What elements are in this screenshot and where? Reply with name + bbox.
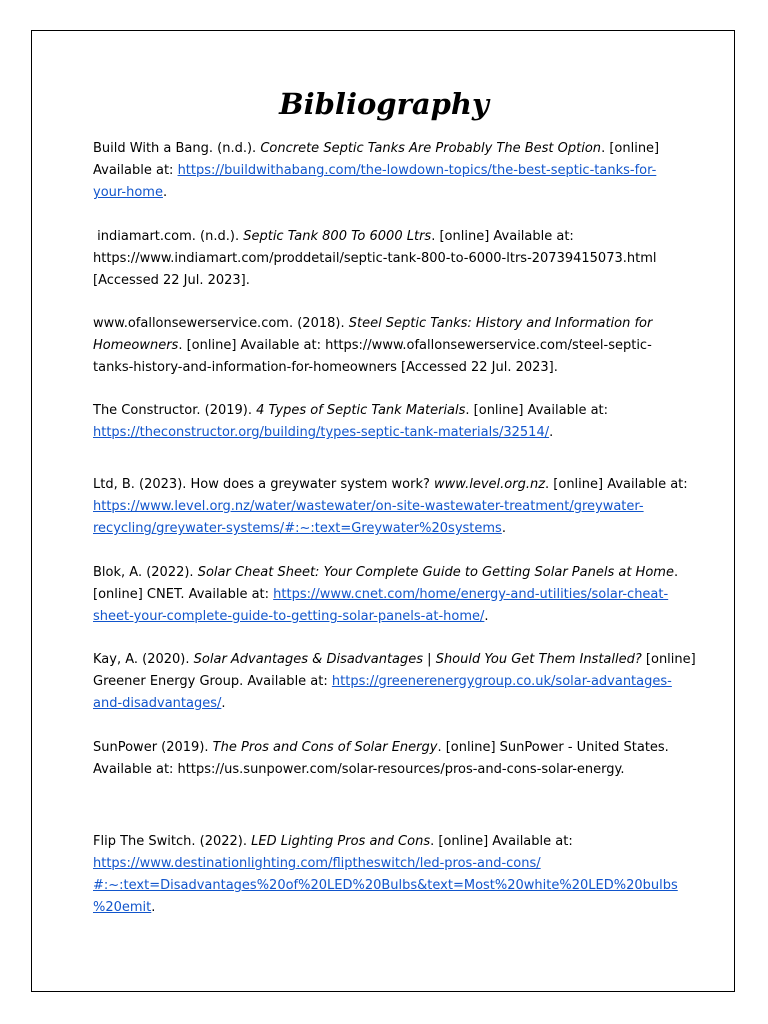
entry-line <box>93 649 696 671</box>
entry-title: Concrete Septic Tanks Are Probably The Best Option <box>260 141 602 156</box>
entry-line <box>93 400 683 422</box>
entry-link[interactable]: sheet-your-complete-guide-to-getting-solar-panels-at-home/ <box>93 609 485 624</box>
entry-text: . <box>151 900 156 915</box>
entry-text: www.ofallonsewerservice.com. (2018). <box>93 316 349 331</box>
entry-text: SunPower (2019). <box>93 740 213 755</box>
entry-line <box>93 474 688 496</box>
entry-line <box>93 422 683 444</box>
entry-title: 4 Types of Septic Tank Materials <box>256 403 466 418</box>
entry-text: Ltd, B. (2023). How does a greywater system work? <box>93 477 435 492</box>
entry-line <box>93 518 683 540</box>
entry-link[interactable]: https://www.cnet.com/home/energy-and-utilities/solar-cheat- <box>273 587 669 602</box>
entry-line <box>93 897 683 919</box>
bibliography-entry <box>93 474 688 540</box>
entry-text: Available at: <box>93 163 178 178</box>
entry-line <box>93 160 683 182</box>
page-title: Bibliography <box>279 87 489 121</box>
entry-line <box>93 584 683 606</box>
entry-link[interactable]: https://greenerenergygroup.co.uk/solar-advantages- <box>331 674 672 689</box>
entry-text: . [online] SunPower - United States. <box>437 740 669 755</box>
entry-line <box>93 671 683 693</box>
bibliography-entry <box>93 226 683 292</box>
entry-line <box>93 875 683 897</box>
entry-link[interactable]: https://theconstructor.org/building/types-septic-tank-materials/32514/ <box>93 425 550 440</box>
entry-text: [online] <box>641 652 696 667</box>
bibliography-entry <box>93 831 683 919</box>
entry-title: LED Lighting Pros and Cons <box>251 834 431 849</box>
entry-link[interactable]: https://www.level.org.nz/water/wastewater/on-site-wastewater-treatment/greywater- <box>93 499 644 514</box>
entry-line <box>93 226 683 248</box>
entry-line: [Accessed 22 Jul. 2023]. <box>93 273 250 288</box>
entry-link[interactable]: recycling/greywater-systems/#:~:text=Greywater%20systems <box>93 521 502 536</box>
entry-title: The Pros and Cons of Solar Energy <box>212 740 438 755</box>
entry-line <box>93 138 683 160</box>
entry-text: . [online] Available at: <box>465 403 609 418</box>
bibliography-entry <box>93 737 683 781</box>
entry-title: Steel Septic Tanks: History and Information for <box>348 316 653 331</box>
entry-text: [online] CNET. Available at: <box>93 587 274 602</box>
entry-text: . <box>484 609 489 624</box>
entry-link[interactable]: #:~:text=Disadvantages%20of%20LED%20Bulbs&text=Most%20white%20LED%20bulbs <box>93 878 678 893</box>
entry-title: Homeowners <box>93 338 179 353</box>
entry-line <box>93 693 683 715</box>
entry-text: Build With a Bang. (n.d.). <box>93 141 261 156</box>
entry-text: . <box>549 425 554 440</box>
entry-text: . [online] Available at: https://www.ofallonsewerservice.com/steel-septic- <box>178 338 652 353</box>
bibliography-entry <box>93 649 696 715</box>
entry-title: Solar Advantages & Disadvantages | Should You Get Them Installed? <box>193 652 642 667</box>
entry-line: tanks-history-and-information-for-homeowners [Accessed 22 Jul. 2023]. <box>93 360 558 375</box>
entry-text: . [online] Available at: <box>431 229 574 244</box>
entry-text: . <box>501 521 506 536</box>
entry-text: Flip The Switch. (2022). <box>93 834 252 849</box>
entry-link[interactable]: and-disadvantages/ <box>93 696 222 711</box>
entry-link[interactable]: https://buildwithabang.com/the-lowdown-topics/the-best-septic-tanks-for- <box>177 163 657 178</box>
entry-line <box>93 606 683 628</box>
entry-title: Septic Tank 800 To 6000 Ltrs <box>243 229 432 244</box>
entry-line <box>93 831 683 853</box>
entry-line <box>93 737 683 759</box>
entry-text: Blok, A. (2022). <box>93 565 198 580</box>
entry-line <box>93 562 683 584</box>
entry-text: . <box>673 565 679 580</box>
entry-line <box>93 496 683 518</box>
entry-line <box>93 313 683 335</box>
entry-text: indiamart.com. (n.d.). <box>93 229 244 244</box>
entry-link[interactable]: %20emit <box>93 900 152 915</box>
entry-link[interactable]: your-home <box>93 185 163 200</box>
entry-line <box>93 853 683 875</box>
entry-text: . [online] <box>601 141 660 156</box>
entry-line: https://www.indiamart.com/proddetail/septic-tank-800-to-6000-ltrs-20739415073.html <box>93 251 657 266</box>
entry-link[interactable]: https://www.destinationlighting.com/fliptheswitch/led-pros-and-cons/ <box>93 856 541 871</box>
entry-text: . <box>162 185 168 200</box>
entry-title: www.level.org.nz <box>434 477 546 492</box>
entry-line <box>93 335 683 357</box>
entry-text: Greener Energy Group. Available at: <box>93 674 332 689</box>
bibliography-entry <box>93 313 683 379</box>
bibliography-entry <box>93 138 683 204</box>
entry-text: Kay, A. (2020). <box>93 652 194 667</box>
entry-text: . <box>221 696 226 711</box>
entry-line <box>93 182 683 204</box>
bibliography-entry <box>93 400 683 444</box>
entry-text: . [online] Available at: <box>545 477 688 492</box>
entry-text: The Constructor. (2019). <box>93 403 257 418</box>
entry-text: . [online] Available at: <box>430 834 573 849</box>
entry-line: Available at: https://us.sunpower.com/solar-resources/pros-and-cons-solar-energy. <box>93 762 625 777</box>
bibliography-entry <box>93 562 683 628</box>
entry-title: Solar Cheat Sheet: Your Complete Guide to Getting Solar Panels at Home <box>197 565 674 580</box>
